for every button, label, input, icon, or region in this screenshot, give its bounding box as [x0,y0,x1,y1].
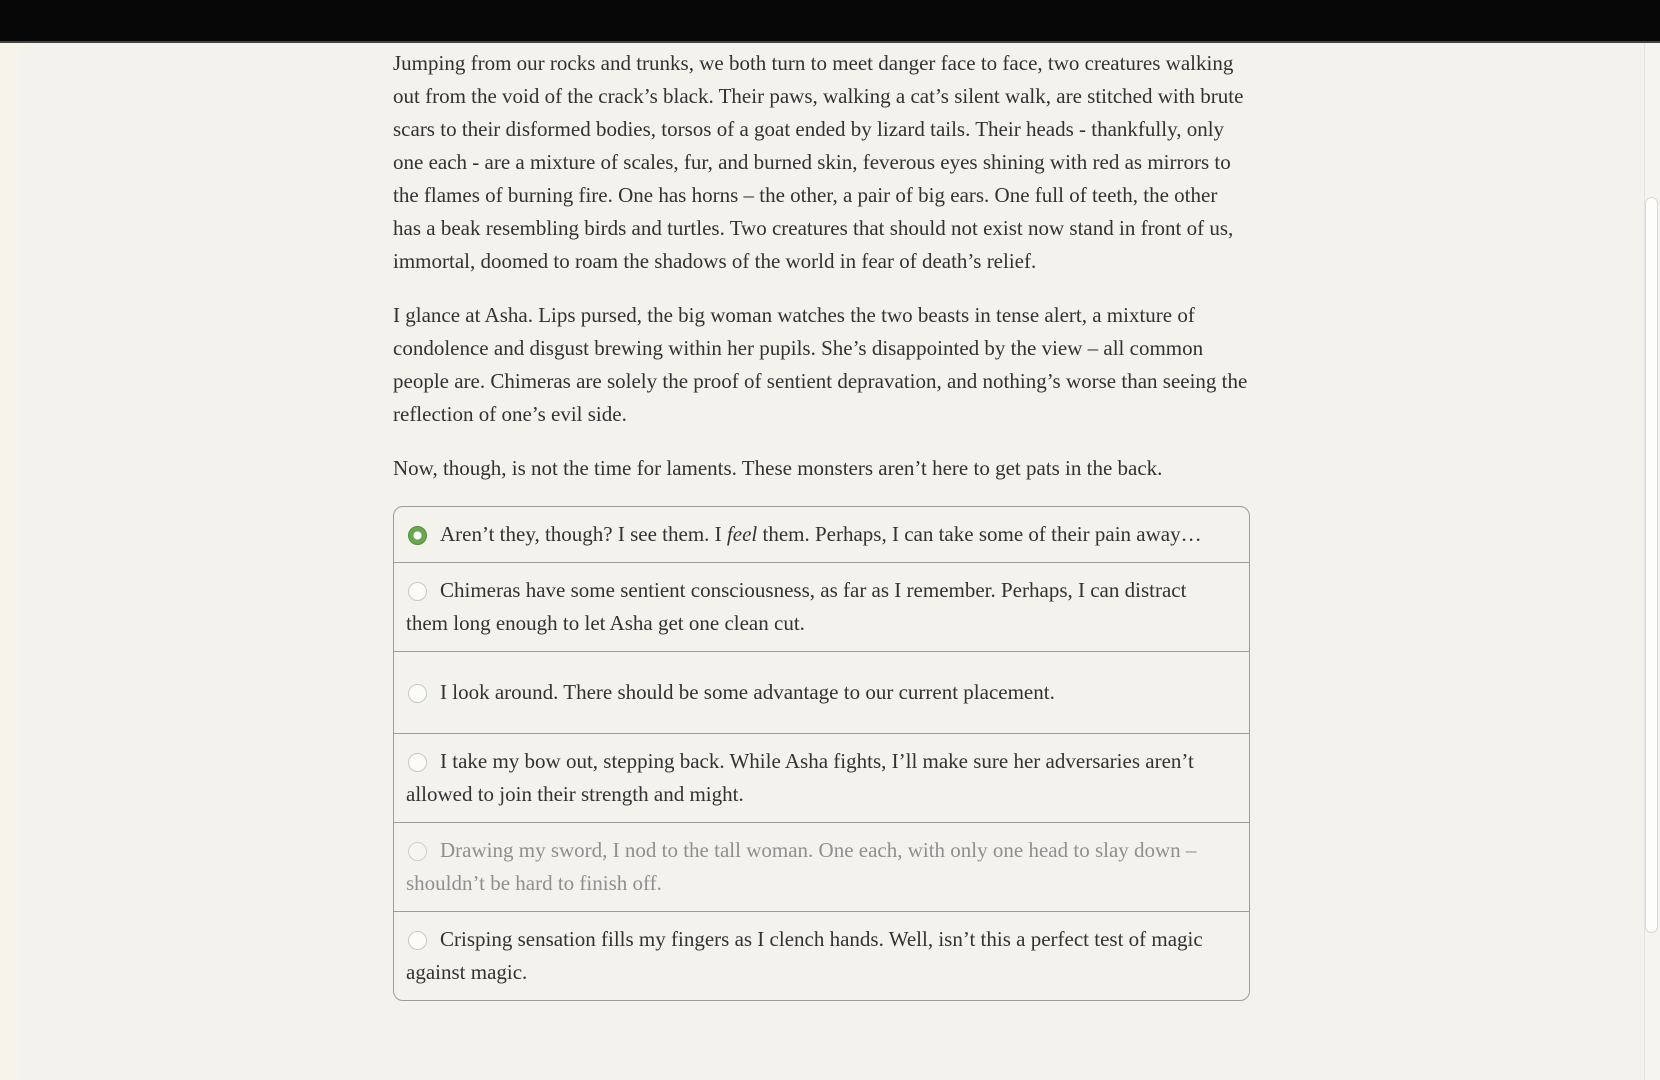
choice-text: Chimeras have some sentient consciousness, as far as I remember. Perhaps, I can distract them long enough to let Asha get one clean cut. [406,578,1187,635]
choice-text: Drawing my sword, I nod to the tall woman. One each, with only one head to slay down – shouldn’t be hard to finish off. [406,838,1197,895]
choice-option-3[interactable] [394,651,1249,733]
radio-unselected-icon [408,842,427,861]
choice-option-2[interactable] [394,562,1249,651]
choice-text: I take my bow out, stepping back. While Asha fights, I’ll make sure her adversaries aren’t allowed to join their strength and might. [406,749,1194,806]
choice-option-4[interactable] [394,733,1249,822]
choice-option-5 [394,822,1249,911]
choice-text [440,522,1202,546]
choice-text: I look around. There should be some advantage to our current placement. [440,680,1055,704]
radio-selected-icon[interactable] [408,526,427,545]
story-panel [18,43,1645,1080]
radio-unselected-icon[interactable] [408,684,427,703]
choice-text-italic-segment: feel [726,522,758,546]
radio-unselected-icon[interactable] [408,582,427,601]
story-column [393,43,1250,1001]
radio-unselected-icon[interactable] [408,753,427,772]
choice-option-1[interactable] [394,507,1249,562]
story-paragraph: Now, though, is not the time for laments. These monsters aren’t here to get pats in the back. [393,456,1163,480]
choice-text: Crisping sensation fills my fingers as I clench hands. Well, isn’t this a perfect test of magic against magic. [406,927,1203,984]
choice-list [393,506,1250,1001]
story-paragraph: I glance at Asha. Lips pursed, the big woman watches the two beasts in tense alert, a mixture of condolence and disgust brewing within her pupils. She’s disappointed by the view – all common people are. Chimeras are solely the proof of sentient depravation, and nothing’s worse than seeing the reflection of one’s evil side. [393,303,1248,426]
choice-text-segment: Aren’t they, though? I see them. I [440,522,727,546]
top-bar [0,0,1660,43]
radio-unselected-icon[interactable] [408,931,427,950]
story-paragraph: Jumping from our rocks and trunks, we both turn to meet danger face to face, two creatures walking out from the void of the crack’s black. Their paws, walking a cat’s silent walk, are stitched with brute scars to their disformed bodies, torsos of a goat ended by lizard tails. Their heads - thankfully, only one each - are a mixture of scales, fur, and burned skin, feverous eyes shining with red as mirrors to the flames of burning fire. One has horns – the other, a pair of big ears. One full of teeth, the other has a beak resembling birds and turtles. Two creatures that should not exist now stand in front of us, immortal, doomed to roam the shadows of the world in fear of death’s relief. [393,51,1244,273]
scrollbar-thumb[interactable] [1645,197,1658,933]
choice-text-segment: them. Perhaps, I can take some of their pain away… [757,522,1202,546]
choice-option-6[interactable] [394,911,1249,1000]
